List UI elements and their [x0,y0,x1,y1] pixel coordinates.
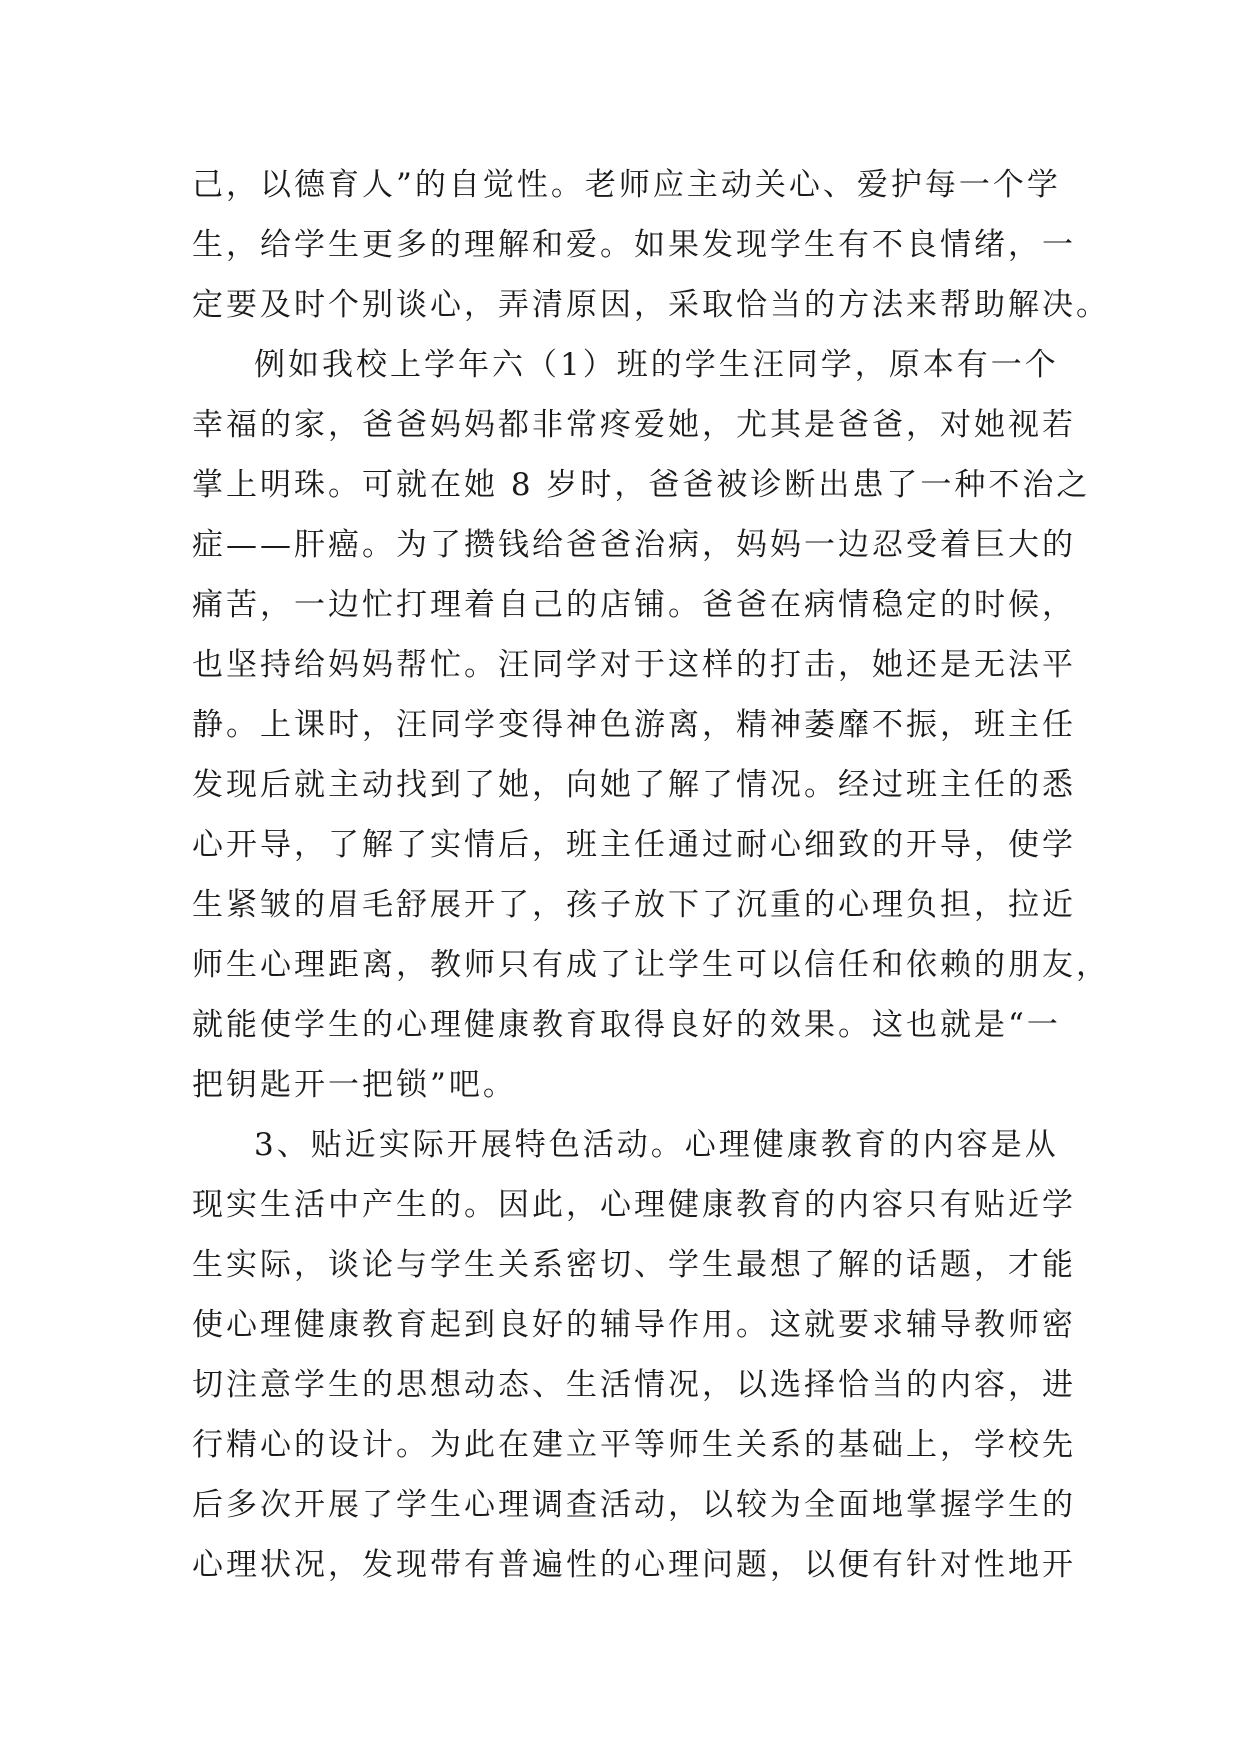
text-line: 行精心的设计。为此在建立平等师生关系的基础上，学校先 [192,1427,1076,1463]
text-line: 切注意学生的思想动态、生活情况，以选择恰当的内容，进 [192,1367,1076,1403]
text-line: 己，以德育人”的自觉性。老师应主动关心、爱护每一个学 [192,167,1061,203]
text-line: 幸福的家，爸爸妈妈都非常疼爱她，尤其是爸爸，对她视若 [192,407,1076,443]
text-line: 心理状况，发现带有普遍性的心理问题，以便有针对性地开 [192,1547,1076,1583]
text-line: 心开导，了解了实情后，班主任通过耐心细致的开导，使学 [192,827,1076,863]
text-line: 也坚持给妈妈帮忙。汪同学对于这样的打击，她还是无法平 [192,647,1076,683]
text-line: 定要及时个别谈心，弄清原因，采取恰当的方法来帮助解决。 [192,287,1110,323]
paragraph-first-line: 例如我校上学年六（1）班的学生汪同学，原本有一个 [254,347,1059,383]
text-line: 生紧皱的眉毛舒展开了，孩子放下了沉重的心理负担，拉近 [192,887,1076,923]
text-line: 发现后就主动找到了她，向她了解了情况。经过班主任的悉 [192,767,1076,803]
text-line: 生实际，谈论与学生关系密切、学生最想了解的话题，才能 [192,1247,1076,1283]
body-text [192,155,1110,1595]
text-line: 现实生活中产生的。因此，心理健康教育的内容只有贴近学 [192,1187,1076,1223]
text-line: 把钥匙开一把锁”吧。 [192,1067,517,1103]
text-line: 静。上课时，汪同学变得神色游离，精神萎靡不振，班主任 [192,707,1076,743]
text-line: 师生心理距离，教师只有成了让学生可以信任和依赖的朋友， [192,947,1110,983]
text-line: 症——肝癌。为了攒钱给爸爸治病，妈妈一边忍受着巨大的 [192,527,1076,563]
text-line: 生，给学生更多的理解和爱。如果发现学生有不良情绪，一 [192,227,1076,263]
paragraph-first-line: 3、贴近实际开展特色活动。心理健康教育的内容是从 [254,1127,1059,1163]
text-line: 掌上明珠。可就在她 8 岁时，爸爸被诊断出患了一种不治之 [192,467,1091,503]
text-line: 使心理健康教育起到良好的辅导作用。这就要求辅导教师密 [192,1307,1076,1343]
text-line: 后多次开展了学生心理调查活动，以较为全面地掌握学生的 [192,1487,1076,1523]
text-line: 痛苦，一边忙打理着自己的店铺。爸爸在病情稳定的时候， [192,587,1076,623]
text-line: 就能使学生的心理健康教育取得良好的效果。这也就是“一 [192,1007,1061,1043]
